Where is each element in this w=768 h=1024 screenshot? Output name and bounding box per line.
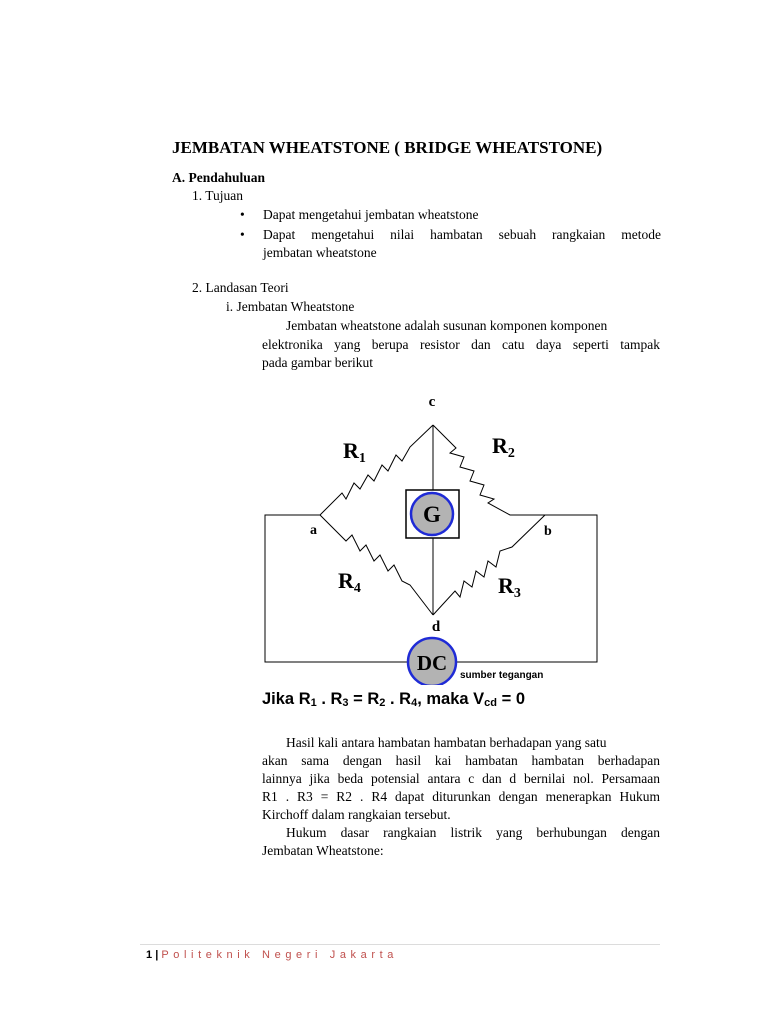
node-b-label: b: [544, 524, 552, 539]
r1-label: R1: [343, 438, 366, 466]
intro-line-2: elektronika yang berupa resistor dan catu daya seperti tampak: [262, 337, 660, 352]
section-heading-pendahuluan: A. Pendahuluan: [172, 170, 266, 185]
wheatstone-bridge-diagram: [250, 385, 610, 685]
item-tujuan: 1. Tujuan: [192, 188, 244, 203]
page-footer: [146, 949, 398, 961]
intro-line-1: Jembatan wheatstone adalah susunan komponen komponen: [286, 318, 608, 333]
bullet-text-1: Dapat mengetahui jembatan wheatstone: [263, 207, 479, 222]
body-line-4: R1 . R3 = R2 . R4 dapat diturunkan dengan menerapkan Hukum: [262, 789, 660, 804]
body-line-5: Kirchoff dalam rangkaian tersebut.: [262, 807, 451, 822]
balance-formula: Jika $R_1$ . $R_3 = R_2$ . $R_4$, maka $V_{cd} = 0$: [262, 690, 525, 709]
node-c-label: c: [428, 394, 436, 410]
subitem-jembatan-wheatstone: i. Jembatan Wheatstone: [226, 299, 355, 314]
body-line-6: Hukum dasar rangkaian listrik yang berhubungan dengan: [286, 825, 660, 840]
source-caption: sumber tegangan: [460, 670, 544, 681]
body-line-1: Hasil kali antara hambatan hambatan berhadapan yang satu: [286, 735, 607, 750]
item-landasan-teori: 2. Landasan Teori: [192, 280, 289, 295]
galvanometer-label: G: [423, 502, 441, 527]
wire-outer-left: [265, 515, 408, 662]
footer-divider: [140, 944, 660, 945]
r2-label: R2: [492, 433, 515, 461]
r4-label: R4: [338, 568, 361, 596]
r3-label: R3: [498, 573, 521, 601]
node-a-label: a: [310, 523, 317, 538]
wire-outer-right: [456, 515, 597, 662]
page-title: JEMBATAN WHEATSTONE ( BRIDGE WHEATSTONE): [172, 138, 603, 157]
intro-line-3: pada gambar berikut: [262, 355, 373, 370]
footer-separator: |: [155, 949, 159, 961]
footer-institution: Politeknik Negeri Jakarta: [161, 949, 398, 961]
node-d-label: d: [431, 619, 441, 635]
bullet-marker: •: [240, 227, 245, 242]
bullet-text-2: Dapat mengetahui nilai hambatan sebuah rangkaian metode: [263, 227, 661, 242]
body-line-2: akan sama dengan hasil kai hambatan hambatan berhadapan: [262, 753, 660, 768]
body-line-3: lainnya jika beda potensial antara c dan d bernilai nol. Persamaan: [262, 771, 660, 786]
bullet-marker: •: [240, 207, 245, 222]
page-number: 1: [146, 949, 153, 961]
dc-source-label: DC: [416, 651, 448, 675]
bullet-text-2-cont: jembatan wheatstone: [263, 245, 377, 260]
body-line-7: Jembatan Wheatstone:: [262, 843, 384, 858]
